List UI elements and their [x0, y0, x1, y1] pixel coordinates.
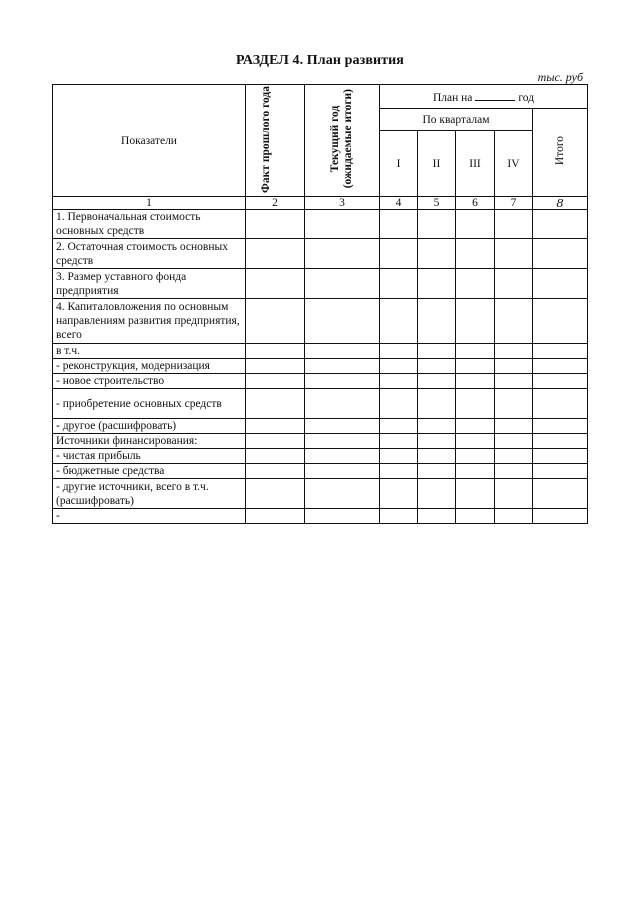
table-cell[interactable] — [495, 239, 533, 269]
table-cell[interactable] — [380, 479, 418, 509]
column-number: 5 — [418, 197, 456, 210]
row-label: - новое строительство — [53, 374, 246, 389]
table-cell[interactable] — [305, 210, 380, 239]
header-fact-prev-year — [246, 85, 305, 197]
table-cell[interactable] — [456, 299, 495, 344]
table-cell[interactable] — [495, 449, 533, 464]
table-row — [53, 509, 588, 524]
header-total-text: Итого — [553, 136, 566, 166]
table-cell[interactable] — [418, 434, 456, 449]
table-cell[interactable] — [495, 210, 533, 239]
header-q1: I — [380, 131, 418, 197]
table-cell[interactable] — [246, 464, 305, 479]
table-cell[interactable] — [456, 389, 495, 419]
table-cell[interactable] — [456, 210, 495, 239]
header-q4: IV — [495, 131, 533, 197]
row-label: Источники финансирования: — [53, 434, 246, 449]
plan-year-blank — [475, 90, 515, 101]
table-cell[interactable] — [246, 449, 305, 464]
table-cell[interactable] — [380, 239, 418, 269]
column-number: 1 — [53, 197, 246, 210]
table-cell[interactable] — [305, 464, 380, 479]
table-cell[interactable] — [418, 239, 456, 269]
table-cell[interactable] — [533, 509, 588, 524]
header-plan-prefix: План на — [432, 91, 473, 104]
table-cell[interactable] — [533, 269, 588, 299]
table-cell[interactable] — [305, 449, 380, 464]
table-cell[interactable] — [495, 389, 533, 419]
table-cell[interactable] — [246, 434, 305, 449]
column-number: 2 — [246, 197, 305, 210]
table-cell[interactable] — [495, 509, 533, 524]
table-cell[interactable] — [418, 479, 456, 509]
row-label: - — [53, 509, 246, 524]
table-cell[interactable] — [246, 299, 305, 344]
column-number: 7 — [495, 197, 533, 210]
table-cell[interactable] — [495, 434, 533, 449]
table-cell[interactable] — [380, 464, 418, 479]
table-cell[interactable] — [380, 434, 418, 449]
table-cell[interactable] — [456, 359, 495, 374]
table-cell[interactable] — [418, 344, 456, 359]
table-cell[interactable] — [246, 479, 305, 509]
table-cell[interactable] — [495, 374, 533, 389]
table-row — [53, 374, 588, 389]
table-cell[interactable] — [380, 389, 418, 419]
table-cell[interactable] — [533, 449, 588, 464]
row-label: - другие источники, всего в т.ч. (расшифровать) — [53, 479, 246, 509]
header-by-quarters: По кварталам — [380, 109, 533, 131]
table-cell[interactable] — [246, 239, 305, 269]
table-cell[interactable] — [533, 299, 588, 344]
development-plan-table — [52, 84, 588, 524]
table-cell[interactable] — [456, 239, 495, 269]
table-cell[interactable] — [533, 389, 588, 419]
table-cell[interactable] — [456, 464, 495, 479]
table-cell[interactable] — [456, 269, 495, 299]
table-cell[interactable] — [418, 419, 456, 434]
column-number: 4 — [380, 197, 418, 210]
table-cell[interactable] — [246, 210, 305, 239]
table-row — [53, 210, 588, 239]
table-cell[interactable] — [456, 374, 495, 389]
table-cell[interactable] — [418, 299, 456, 344]
table-cell[interactable] — [246, 344, 305, 359]
table-cell[interactable] — [533, 479, 588, 509]
table-row — [53, 419, 588, 434]
table-cell[interactable] — [418, 374, 456, 389]
table-cell[interactable] — [533, 434, 588, 449]
table-cell[interactable] — [246, 389, 305, 419]
header-current-year-line1: Текущий год — [329, 105, 342, 173]
row-label: 2. Остаточная стоимость основных средств — [53, 239, 246, 269]
header-indicators: Показатели — [53, 85, 246, 197]
table-cell[interactable] — [418, 449, 456, 464]
header-total — [533, 109, 588, 197]
header-current-year — [305, 85, 380, 197]
table-cell[interactable] — [246, 509, 305, 524]
table-row — [53, 344, 588, 359]
header-fact-prev-year-text: Факт прошлого года — [260, 85, 272, 193]
units-label: тыс. руб — [537, 70, 583, 84]
table-cell[interactable] — [246, 419, 305, 434]
table-cell[interactable] — [246, 269, 305, 299]
column-number: 3 — [305, 197, 380, 210]
table-cell[interactable] — [456, 509, 495, 524]
header-plan-suffix: год — [518, 91, 535, 104]
table-cell[interactable] — [380, 359, 418, 374]
table-cell[interactable] — [533, 344, 588, 359]
table-cell[interactable] — [418, 509, 456, 524]
table-cell[interactable] — [495, 419, 533, 434]
column-number: 6 — [456, 197, 495, 210]
row-label: - приобретение основных средств — [53, 389, 246, 419]
table-row — [53, 299, 588, 344]
table-cell[interactable] — [380, 509, 418, 524]
table-cell[interactable] — [380, 344, 418, 359]
table-cell[interactable] — [495, 269, 533, 299]
table-row — [53, 479, 588, 509]
table-cell[interactable] — [418, 210, 456, 239]
section-title: РАЗДЕЛ 4. План развития — [236, 53, 404, 68]
table-cell[interactable] — [495, 344, 533, 359]
table-cell[interactable] — [533, 359, 588, 374]
table-cell[interactable] — [380, 419, 418, 434]
table-cell[interactable] — [418, 359, 456, 374]
column-number-row — [53, 197, 588, 210]
table-cell[interactable] — [305, 509, 380, 524]
table-row — [53, 269, 588, 299]
table-cell[interactable] — [533, 374, 588, 389]
table-cell[interactable] — [495, 479, 533, 509]
row-label: - другое (расшифровать) — [53, 419, 246, 434]
table-cell[interactable] — [495, 464, 533, 479]
table-cell[interactable] — [495, 359, 533, 374]
table-cell[interactable] — [305, 359, 380, 374]
table-cell[interactable] — [305, 299, 380, 344]
table-cell[interactable] — [456, 434, 495, 449]
row-label: в т.ч. — [53, 344, 246, 359]
table-cell[interactable] — [305, 479, 380, 509]
row-label: 3. Размер уставного фонда предприятия — [53, 269, 246, 299]
header-q3: III — [456, 131, 495, 197]
table-cell[interactable] — [305, 269, 380, 299]
header-q2: II — [418, 131, 456, 197]
table-cell[interactable] — [380, 299, 418, 344]
table-cell[interactable] — [456, 344, 495, 359]
table-row — [53, 464, 588, 479]
table-cell[interactable] — [418, 269, 456, 299]
table-cell[interactable] — [380, 374, 418, 389]
table-cell[interactable] — [533, 210, 588, 239]
table-cell[interactable] — [456, 479, 495, 509]
table-cell[interactable] — [305, 374, 380, 389]
table-cell[interactable] — [533, 419, 588, 434]
table-row — [53, 359, 588, 374]
column-number: 8 — [533, 197, 588, 210]
table-row — [53, 449, 588, 464]
table-cell[interactable] — [533, 239, 588, 269]
table-row — [53, 389, 588, 419]
row-label: - чистая прибыль — [53, 449, 246, 464]
table-row — [53, 434, 588, 449]
header-plan-year — [380, 85, 588, 109]
row-label: 4. Капиталовложения по основным направлениям развития предприятия, всего — [53, 299, 246, 344]
row-label: - реконструкция, модернизация — [53, 359, 246, 374]
table-row — [53, 239, 588, 269]
table-cell[interactable] — [305, 419, 380, 434]
header-current-year-line2: (ожидаемые итоги) — [342, 89, 354, 189]
table-cell[interactable] — [380, 269, 418, 299]
row-label: - бюджетные средства — [53, 464, 246, 479]
table-cell[interactable] — [495, 299, 533, 344]
table-cell[interactable] — [305, 239, 380, 269]
row-label: 1. Первоначальная стоимость основных средств — [53, 210, 246, 239]
table-cell[interactable] — [418, 389, 456, 419]
header-current-year-text — [329, 89, 355, 188]
table-cell[interactable] — [305, 344, 380, 359]
table-cell[interactable] — [456, 449, 495, 464]
table-cell[interactable] — [305, 389, 380, 419]
table-cell[interactable] — [305, 434, 380, 449]
table-cell[interactable] — [246, 374, 305, 389]
table-cell[interactable] — [380, 449, 418, 464]
table-cell[interactable] — [456, 419, 495, 434]
table-cell[interactable] — [533, 464, 588, 479]
table-cell[interactable] — [418, 464, 456, 479]
table-cell[interactable] — [246, 359, 305, 374]
table-cell[interactable] — [380, 210, 418, 239]
